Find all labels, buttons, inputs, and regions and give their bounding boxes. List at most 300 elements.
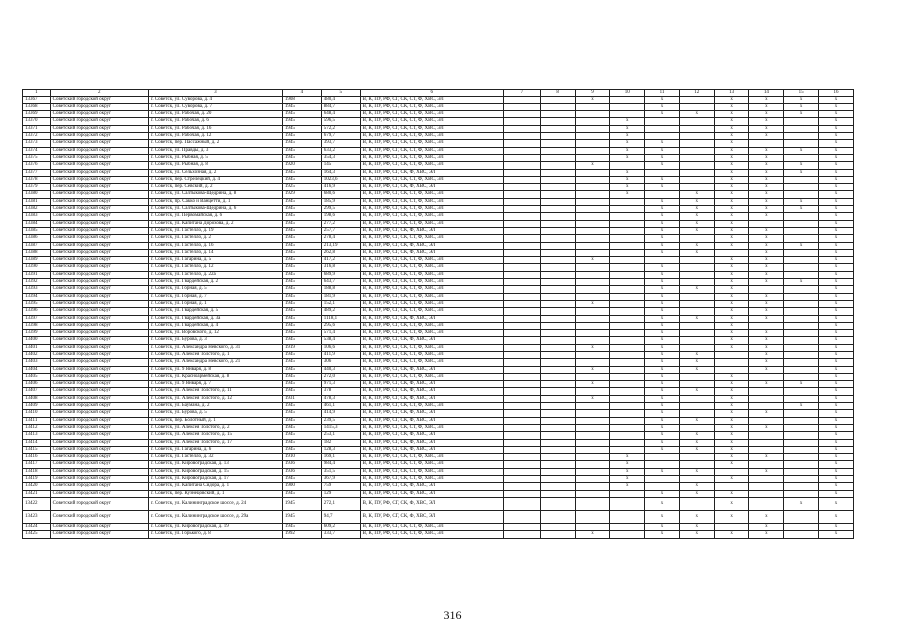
column-number-cell: 5 (321, 90, 360, 97)
systems-cell: В, К, ПУ, РФ, СГ, СК, СТ, Ф, ХВС, ЭЛ (360, 147, 503, 154)
systems-cell: В, К, ПУ, РФ, СГ, СК, Ф, ХВС, ЭЛ (360, 490, 503, 497)
work-mark-cell: x (784, 279, 819, 286)
row-id-cell: 13386 (23, 235, 51, 242)
work-mark-cell (749, 220, 784, 227)
work-mark-cell (749, 395, 784, 402)
work-mark-cell (503, 344, 540, 351)
work-mark-cell: x (645, 198, 680, 205)
table-row (23, 330, 854, 337)
work-mark-cell: x (714, 337, 749, 344)
work-mark-cell (610, 279, 645, 286)
table-row (23, 403, 854, 410)
address-cell: г. Советск, ул. Гагарина, д. 6 (148, 446, 282, 453)
work-mark-cell: x (714, 220, 749, 227)
work-mark-cell: x (749, 523, 784, 530)
area-cell: 679,7 (321, 133, 360, 140)
address-cell: г. Советск, ул. Гвардейская, д. 2 (148, 279, 282, 286)
work-mark-cell (679, 125, 714, 132)
work-mark-cell: x (749, 169, 784, 176)
work-mark-cell (540, 424, 575, 431)
municipality-cell: Советский городской округ (50, 337, 148, 344)
work-mark-cell (679, 103, 714, 110)
area-cell: 571,4 (321, 330, 360, 337)
work-mark-cell: x (819, 154, 854, 161)
work-mark-cell (540, 531, 575, 538)
work-mark-cell: x (749, 242, 784, 249)
work-mark-cell: x (749, 293, 784, 300)
address-cell: г. Советск, ул. Александра Невского, д. 31 (148, 344, 282, 351)
work-mark-cell (503, 468, 540, 475)
year-cell: 1945 (282, 169, 321, 176)
column-number-row (23, 90, 854, 97)
work-mark-cell (679, 410, 714, 417)
municipality-cell: Советский городской округ (50, 133, 148, 140)
row-id-cell: 13375 (23, 154, 51, 161)
work-mark-cell (540, 366, 575, 373)
work-mark-cell: x (819, 133, 854, 140)
municipality-cell: Советский городской округ (50, 432, 148, 439)
work-mark-cell: x (749, 191, 784, 198)
row-id-cell: 13405 (23, 373, 51, 380)
table-row (23, 439, 854, 446)
area-cell: 367,9 (321, 476, 360, 483)
work-mark-cell (575, 111, 610, 118)
work-mark-cell: x (819, 461, 854, 468)
work-mark-cell (784, 461, 819, 468)
work-mark-cell (575, 468, 610, 475)
table-row (23, 410, 854, 417)
work-mark-cell: x (645, 373, 680, 380)
systems-cell: В, К, ПУ, РФ, СГ, СК, СТ, Ф, ХВС, ЭЛ (360, 468, 503, 475)
work-mark-cell (575, 184, 610, 191)
municipality-cell: Советский городской округ (50, 497, 148, 510)
municipality-cell: Советский городской округ (50, 403, 148, 410)
work-mark-cell (610, 373, 645, 380)
year-cell: 1945 (282, 140, 321, 147)
row-id-cell: 13418 (23, 468, 51, 475)
municipality-cell: Советский городской округ (50, 140, 148, 147)
systems-cell: В, К, ПУ, РФ, СГ, СК, Ф, ХВС, ЭЛ (360, 410, 503, 417)
work-mark-cell (610, 410, 645, 417)
work-mark-cell (540, 510, 575, 523)
work-mark-cell: x (575, 300, 610, 307)
municipality-cell: Советский городской округ (50, 330, 148, 337)
address-cell: г. Советск, ул. Александра Невского, д. 21 (148, 359, 282, 366)
work-mark-cell (540, 523, 575, 530)
area-cell: 169,1 (321, 454, 360, 461)
municipality-cell: Советский городской округ (50, 523, 148, 530)
area-cell: 378 (321, 388, 360, 395)
work-mark-cell (784, 264, 819, 271)
work-mark-cell (540, 483, 575, 490)
municipality-cell: Советский городской округ (50, 169, 148, 176)
year-cell: 1945 (282, 388, 321, 395)
work-mark-cell (503, 184, 540, 191)
work-mark-cell (610, 293, 645, 300)
row-id-cell: 13392 (23, 279, 51, 286)
work-mark-cell: x (749, 300, 784, 307)
work-mark-cell: x (679, 432, 714, 439)
work-mark-cell (540, 279, 575, 286)
work-mark-cell (784, 300, 819, 307)
municipality-cell: Советский городской округ (50, 286, 148, 293)
work-mark-cell: x (819, 395, 854, 402)
table-row (23, 300, 854, 307)
municipality-cell: Советский городской округ (50, 454, 148, 461)
municipality-cell: Советский городской округ (50, 162, 148, 169)
address-cell: г. Советск, ул. Салтыкова-Щедрина, д. 6 (148, 206, 282, 213)
table-row (23, 257, 854, 264)
address-cell: г. Советск, ул. Суворова, д. 4 (148, 96, 282, 103)
work-mark-cell (540, 417, 575, 424)
area-cell: 411,9 (321, 351, 360, 358)
work-mark-cell (540, 162, 575, 169)
work-mark-cell (503, 315, 540, 322)
work-mark-cell (503, 381, 540, 388)
work-mark-cell (679, 424, 714, 431)
work-mark-cell (610, 424, 645, 431)
work-mark-cell: x (819, 344, 854, 351)
work-mark-cell (679, 96, 714, 103)
municipality-cell: Советский городской округ (50, 96, 148, 103)
municipality-cell: Советский городской округ (50, 206, 148, 213)
area-cell: 272,0 (321, 373, 360, 380)
work-mark-cell (610, 490, 645, 497)
work-mark-cell: x (819, 476, 854, 483)
work-mark-cell (540, 184, 575, 191)
work-mark-cell: x (714, 315, 749, 322)
work-mark-cell: x (714, 206, 749, 213)
table-row (23, 417, 854, 424)
systems-cell: В, К, ПУ, РФ, СГ, СК, СТ, Ф, ХВС, ЭЛ (360, 322, 503, 329)
year-cell: 1945 (282, 242, 321, 249)
address-cell: г. Советск, ул. Алексея Толстого, д. 2 (148, 424, 282, 431)
work-mark-cell (714, 468, 749, 475)
address-cell: г. Советск, ул. Рабочая, д. 16 (148, 125, 282, 132)
work-mark-cell (784, 483, 819, 490)
work-mark-cell: x (645, 242, 680, 249)
work-mark-cell (540, 300, 575, 307)
year-cell: 1900 (282, 483, 321, 490)
systems-cell: В, К, ПУ, РФ, СГ, СК, Ф, ХВС, ЭЛ (360, 184, 503, 191)
work-mark-cell (645, 461, 680, 468)
work-mark-cell: x (645, 395, 680, 402)
municipality-cell: Советский городской округ (50, 213, 148, 220)
work-mark-cell: x (749, 184, 784, 191)
work-mark-cell (503, 300, 540, 307)
work-mark-cell (540, 169, 575, 176)
work-mark-cell: x (819, 468, 854, 475)
table-row (23, 227, 854, 234)
work-mark-cell (540, 330, 575, 337)
municipality-cell: Советский городской округ (50, 322, 148, 329)
work-mark-cell (679, 264, 714, 271)
municipality-cell: Советский городской округ (50, 154, 148, 161)
work-mark-cell (749, 373, 784, 380)
work-mark-cell: x (819, 322, 854, 329)
table-row (23, 523, 854, 530)
work-mark-cell (503, 271, 540, 278)
work-mark-cell (503, 510, 540, 523)
work-mark-cell: x (575, 395, 610, 402)
table-row (23, 461, 854, 468)
work-mark-cell (503, 264, 540, 271)
work-mark-cell (610, 497, 645, 510)
work-mark-cell: x (714, 322, 749, 329)
year-cell: 1920 (282, 162, 321, 169)
work-mark-cell (784, 213, 819, 220)
address-cell: г. Советск, ул. Гастелло, д. 22а (148, 271, 282, 278)
work-mark-cell (610, 351, 645, 358)
work-mark-cell: x (819, 523, 854, 530)
work-mark-cell: x (819, 286, 854, 293)
table-row (23, 191, 854, 198)
work-mark-cell (575, 315, 610, 322)
row-id-cell: 13377 (23, 169, 51, 176)
row-id-cell: 13383 (23, 213, 51, 220)
area-cell: 759 (321, 483, 360, 490)
systems-cell: В, К, ПУ, РФ, СГ, СК, Ф, ХВС, ЭЛ (360, 242, 503, 249)
row-id-cell: 13397 (23, 315, 51, 322)
work-mark-cell (679, 497, 714, 510)
work-mark-cell: x (575, 531, 610, 538)
work-mark-cell: x (714, 381, 749, 388)
work-mark-cell (610, 96, 645, 103)
work-mark-cell: x (749, 264, 784, 271)
work-mark-cell (610, 381, 645, 388)
work-mark-cell: x (645, 446, 680, 453)
work-mark-cell: x (749, 410, 784, 417)
table-row (23, 497, 854, 510)
work-mark-cell (784, 531, 819, 538)
work-mark-cell: x (819, 184, 854, 191)
work-mark-cell (679, 344, 714, 351)
work-mark-cell (540, 191, 575, 198)
work-mark-cell: x (784, 147, 819, 154)
work-mark-cell: x (714, 133, 749, 140)
work-mark-cell: x (749, 308, 784, 315)
work-mark-cell: x (749, 227, 784, 234)
municipality-cell: Советский городской округ (50, 410, 148, 417)
area-cell: 1023,6 (321, 176, 360, 183)
municipality-cell: Советский городской округ (50, 176, 148, 183)
work-mark-cell (540, 176, 575, 183)
work-mark-cell (749, 403, 784, 410)
systems-cell: В, К, ПУ, РФ, СГ, СК, СТ, Ф, ХВС, ЭЛ (360, 220, 503, 227)
area-cell: 689,9 (321, 271, 360, 278)
systems-cell: В, К, ПУ, РФ, СГ, СК, СТ, Ф, ХВС, ЭЛ (360, 140, 503, 147)
year-cell: 1945 (282, 249, 321, 256)
area-cell: 333,7 (321, 531, 360, 538)
work-mark-cell: x (610, 191, 645, 198)
work-mark-cell (540, 388, 575, 395)
work-mark-cell: x (749, 176, 784, 183)
year-cell: 1945 (282, 264, 321, 271)
systems-cell: В, К, ПУ, РФ, СГ, СК, СТ, Ф, ХВС, ЭЛ (360, 198, 503, 205)
work-mark-cell: x (610, 184, 645, 191)
work-mark-cell (784, 395, 819, 402)
year-cell: 1945 (282, 235, 321, 242)
address-cell: г. Советск, ул. Алексея Толстого, д. 11 (148, 388, 282, 395)
work-mark-cell: x (645, 424, 680, 431)
table-row (23, 271, 854, 278)
work-mark-cell (503, 249, 540, 256)
row-id-cell: 13414 (23, 439, 51, 446)
work-mark-cell: x (645, 432, 680, 439)
work-mark-cell (503, 286, 540, 293)
work-mark-cell: x (749, 118, 784, 125)
work-mark-cell: x (784, 111, 819, 118)
work-mark-cell: x (819, 308, 854, 315)
area-cell: 185,9 (321, 198, 360, 205)
address-cell: г. Советск, ул. Гагарина, д. 5 (148, 257, 282, 264)
column-number-cell: 14 (749, 90, 784, 97)
row-id-cell: 13407 (23, 388, 51, 395)
municipality-cell: Советский городской округ (50, 118, 148, 125)
work-mark-cell: x (819, 140, 854, 147)
municipality-cell: Советский городской округ (50, 227, 148, 234)
work-mark-cell: x (714, 184, 749, 191)
work-mark-cell: x (645, 330, 680, 337)
work-mark-cell (679, 476, 714, 483)
work-mark-cell (575, 483, 610, 490)
work-mark-cell: x (749, 154, 784, 161)
work-mark-cell (575, 249, 610, 256)
work-mark-cell (610, 330, 645, 337)
work-mark-cell: x (714, 461, 749, 468)
table-row (23, 468, 854, 475)
year-cell: 1936 (282, 461, 321, 468)
area-cell: 299,5 (321, 206, 360, 213)
area-cell: 633,2 (321, 147, 360, 154)
table-row (23, 206, 854, 213)
systems-cell: В, К, ПУ, РФ, СГ, СК, Ф, ХВС, ЭЛ (360, 169, 503, 176)
work-mark-cell: x (679, 213, 714, 220)
table-row (23, 510, 854, 523)
work-mark-cell (575, 337, 610, 344)
systems-cell: В, К, ПУ, РФ, СГ, СК, СТ, Ф, ХВС, ЭЛ (360, 213, 503, 220)
work-mark-cell (575, 461, 610, 468)
area-cell: 306 (321, 359, 360, 366)
systems-cell: В, К, ПУ, РФ, СГ, СК, Ф, ХВС, ЭЛ (360, 227, 503, 234)
address-cell: г. Советск, ул. Кировоградская, д. 13 (148, 461, 282, 468)
work-mark-cell (679, 235, 714, 242)
municipality-cell: Советский городской округ (50, 125, 148, 132)
work-mark-cell (679, 162, 714, 169)
work-mark-cell (610, 403, 645, 410)
area-cell: 272,1 (321, 497, 360, 510)
work-mark-cell: x (714, 344, 749, 351)
work-mark-cell: x (645, 286, 680, 293)
work-mark-cell: x (749, 351, 784, 358)
work-mark-cell: x (749, 235, 784, 242)
row-id-cell: 13389 (23, 257, 51, 264)
work-mark-cell (575, 220, 610, 227)
work-mark-cell: x (714, 510, 749, 523)
address-cell: г. Советск, ул. Горная, д. 1 (148, 300, 282, 307)
work-mark-cell: x (749, 133, 784, 140)
work-mark-cell: x (819, 439, 854, 446)
row-id-cell: 13399 (23, 330, 51, 337)
row-id-cell: 13425 (23, 531, 51, 538)
work-mark-cell (575, 169, 610, 176)
address-cell: г. Советск, ул. Капитана Сидора, д. 1 (148, 483, 282, 490)
work-mark-cell (575, 476, 610, 483)
work-mark-cell (575, 410, 610, 417)
year-cell: 1945 (282, 476, 321, 483)
year-cell: 1945 (282, 133, 321, 140)
work-mark-cell (679, 176, 714, 183)
work-mark-cell: x (819, 497, 854, 510)
work-mark-cell: x (645, 227, 680, 234)
work-mark-cell: x (679, 249, 714, 256)
work-mark-cell: x (679, 206, 714, 213)
work-mark-cell (540, 271, 575, 278)
work-mark-cell: x (749, 249, 784, 256)
row-id-cell: 13396 (23, 308, 51, 315)
municipality-cell: Советский городской округ (50, 476, 148, 483)
systems-cell: В, К, ПУ, РФ, СГ, СК, СТ, Ф, ХВС, ЭЛ (360, 96, 503, 103)
systems-cell: В, К, ПУ, РФ, СГ, СК, СТ, Ф, ХВС, ЭЛ (360, 454, 503, 461)
area-cell: 164,3 (321, 169, 360, 176)
work-mark-cell (784, 476, 819, 483)
area-cell: 1415,3 (321, 424, 360, 431)
work-mark-cell (749, 417, 784, 424)
area-cell: 128,3 (321, 446, 360, 453)
year-cell: 1945 (282, 403, 321, 410)
table-row (23, 424, 854, 431)
register-table-container (22, 89, 854, 539)
systems-cell: В, К, ПУ, РФ, СГ, СК, Ф, ХВС, ЭЛ (360, 446, 503, 453)
area-cell: 316,8 (321, 264, 360, 271)
work-mark-cell: x (749, 330, 784, 337)
work-mark-cell: x (645, 490, 680, 497)
work-mark-cell (540, 220, 575, 227)
systems-cell: В, К, ПУ, РФ, СГ, СК, СТ, Ф, ХВС, ЭЛ (360, 103, 503, 110)
work-mark-cell (784, 322, 819, 329)
work-mark-cell (503, 235, 540, 242)
work-mark-cell: x (645, 271, 680, 278)
work-mark-cell: x (819, 417, 854, 424)
row-id-cell: 13369 (23, 111, 51, 118)
work-mark-cell (575, 308, 610, 315)
work-mark-cell (503, 125, 540, 132)
work-mark-cell: x (749, 257, 784, 264)
column-number-cell: 13 (714, 90, 749, 97)
work-mark-cell (749, 439, 784, 446)
work-mark-cell: x (714, 169, 749, 176)
address-cell: г. Советск, ул. Горная, д. 5 (148, 286, 282, 293)
work-mark-cell (784, 468, 819, 475)
work-mark-cell (503, 351, 540, 358)
work-mark-cell (610, 439, 645, 446)
systems-cell: В, К, ПУ, РФ, СГ, СК, СТ, Ф, ХВС, ЭЛ (360, 206, 503, 213)
work-mark-cell: x (819, 454, 854, 461)
work-mark-cell (575, 235, 610, 242)
work-mark-cell: x (819, 388, 854, 395)
work-mark-cell (679, 271, 714, 278)
year-cell: 1945 (282, 446, 321, 453)
municipality-cell: Советский городской округ (50, 490, 148, 497)
work-mark-cell: x (784, 103, 819, 110)
municipality-cell: Советский городской округ (50, 366, 148, 373)
year-cell: 1945 (282, 366, 321, 373)
systems-cell: В, К, ПУ, РФ, СГ, СК, СТ, Ф, ХВС, ЭЛ (360, 344, 503, 351)
work-mark-cell (679, 381, 714, 388)
work-mark-cell (575, 103, 610, 110)
systems-cell: В, К, ПУ, РФ, СГ, СК, СТ, Ф, ХВС, ЭЛ (360, 257, 503, 264)
work-mark-cell (540, 235, 575, 242)
